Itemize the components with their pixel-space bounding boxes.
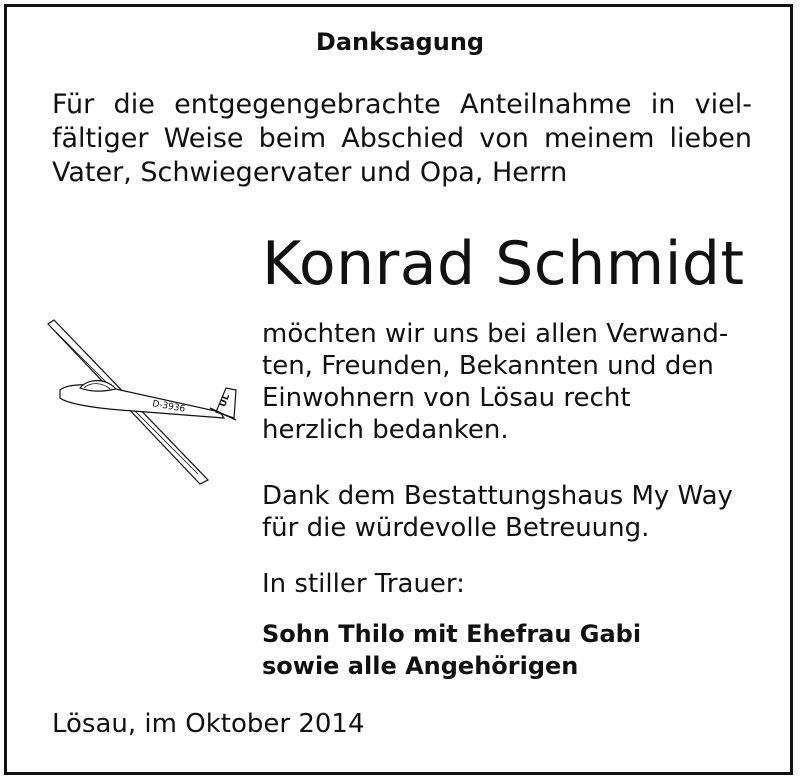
notice-title: Danksagung [315, 28, 485, 56]
funeral-home-paragraph [262, 480, 733, 544]
signer-line: sowie alle Angehörigen [262, 652, 579, 680]
intro-line: Vater, Schwiegervater und Opa, Herrn [52, 157, 568, 188]
funeral-home-line: für die würdevolle Betreuung. [262, 513, 650, 543]
place-date: Lösau, im Oktober 2014 [52, 709, 365, 739]
deceased-name: Konrad Schmidt [262, 229, 745, 299]
signer-line: Sohn Thilo mit Ehefrau Gabi [262, 620, 642, 648]
intro-line: Für die entgegengebrachte Anteilnahme in viel- [52, 89, 752, 120]
intro-paragraph [52, 88, 752, 190]
intro-line: fältiger Weise beim Abschied von meinem lieben [52, 123, 752, 154]
thanks-line: möchten wir uns bei allen Verwand- [262, 319, 729, 349]
thanks-line: herzlich bedanken. [262, 415, 509, 445]
signers-block [262, 618, 641, 682]
thanks-paragraph [262, 318, 728, 446]
thanks-line: Einwohnern von Lösau recht [262, 383, 631, 413]
funeral-home-line: Dank dem Bestattungshaus My Way [262, 481, 733, 511]
mourning-label-text: In stiller Trauer: [262, 569, 465, 599]
mourning-label [262, 568, 465, 600]
glider-registration: D-3936 [151, 399, 186, 415]
thanks-line: ten, Freunden, Bekannten und den [262, 351, 714, 381]
glider-icon [40, 312, 250, 492]
glider-tail-mark: UL [218, 392, 233, 409]
